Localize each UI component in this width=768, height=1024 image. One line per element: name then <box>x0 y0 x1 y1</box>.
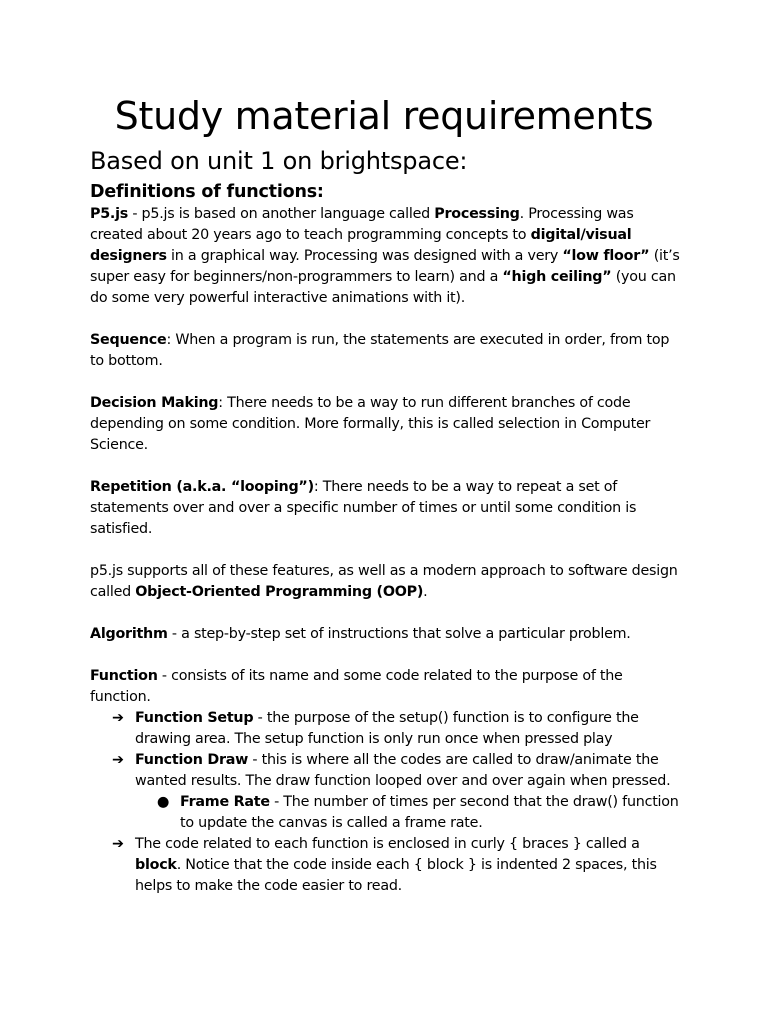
function-bullet-list <box>90 708 686 897</box>
term-processing: Processing <box>434 206 520 222</box>
term-function-draw: Function Draw <box>135 752 249 768</box>
repetition-text: : There needs to be a way to repeat a set of statements over and over a specific number of times or until some condition is satisfied. <box>90 479 637 537</box>
draw-sub-list <box>135 792 686 834</box>
p5js-text-1: - p5.js is based on another language called <box>128 206 435 222</box>
document-body <box>90 204 686 897</box>
list-item-function-setup <box>90 708 686 750</box>
oop-text-2: . <box>423 584 428 600</box>
arrow-bullet-icon: ➔ <box>112 710 124 726</box>
p5js-text-2: . Processing was created about 20 years ago to teach programming concepts to <box>90 206 634 243</box>
decision-text: : There needs to be a way to run different branches of code depending on some condition. More formally, this is called selection in Computer Science. <box>90 395 651 453</box>
arrow-bullet-icon: ➔ <box>112 752 124 768</box>
arrow-bullet-icon: ➔ <box>112 836 124 852</box>
term-decision-making: Decision Making <box>90 395 219 411</box>
paragraph-p5js <box>90 204 686 309</box>
function-draw-text: - this is where all the codes are called to draw/animate the wanted results. The draw function looped over and over again when pressed. <box>135 752 671 789</box>
term-oop: Object-Oriented Programming (OOP) <box>135 584 424 600</box>
term-sequence: Sequence <box>90 332 167 348</box>
term-frame-rate: Frame Rate <box>180 794 270 810</box>
term-p5js: P5.js <box>90 206 129 222</box>
section-heading: Definitions of functions: <box>90 182 324 202</box>
term-function-setup: Function Setup <box>135 710 254 726</box>
sequence-text: : When a program is run, the statements are executed in order, from top to bottom. <box>90 332 670 369</box>
frame-rate-text: - The number of times per second that the draw() function to update the canvas is called a frame rate. <box>180 794 679 831</box>
paragraph-algorithm <box>90 624 686 645</box>
block-text-1: The code related to each function is enclosed in curly { braces } called a <box>135 836 640 852</box>
list-item-block <box>90 834 686 897</box>
paragraph-decision-making <box>90 393 686 456</box>
dot-bullet-icon: ● <box>157 794 170 810</box>
term-digital-visual-designers: digital/visual designers <box>90 227 632 264</box>
function-setup-text: - the purpose of the setup() function is to configure the drawing area. The setup function is only run once when pressed play <box>135 710 639 747</box>
term-function: Function <box>90 668 158 684</box>
term-algorithm: Algorithm <box>90 626 168 642</box>
paragraph-oop <box>90 561 686 603</box>
list-item-frame-rate <box>135 792 686 834</box>
subtitle: Based on unit 1 on brightspace: <box>90 147 468 175</box>
list-item-function-draw <box>90 750 686 834</box>
term-block: block <box>135 857 177 873</box>
paragraph-function <box>90 666 686 708</box>
p5js-text-3: in a graphical way. Processing was designed with a very <box>166 248 563 264</box>
p5js-text-4: (it’s super easy for beginners/non-programmers to learn) and a <box>90 248 680 285</box>
algorithm-text: - a step-by-step set of instructions that solve a particular problem. <box>167 626 631 642</box>
paragraph-sequence <box>90 330 686 372</box>
term-low-floor: “low floor” <box>562 248 650 264</box>
block-text-2: . Notice that the code inside each { block } is indented 2 spaces, this helps to make the code easier to read. <box>135 857 657 894</box>
p5js-text-5: (you can do some very powerful interactive animations with it). <box>90 269 676 306</box>
term-high-ceiling: “high ceiling” <box>502 269 612 285</box>
page-title: Study material requirements <box>114 94 654 138</box>
paragraph-repetition <box>90 477 686 540</box>
oop-text-1: p5.js supports all of these features, as well as a modern approach to software design called <box>90 563 678 600</box>
function-text: - consists of its name and some code related to the purpose of the function. <box>90 668 623 705</box>
term-repetition: Repetition (a.k.a. “looping”) <box>90 479 314 495</box>
